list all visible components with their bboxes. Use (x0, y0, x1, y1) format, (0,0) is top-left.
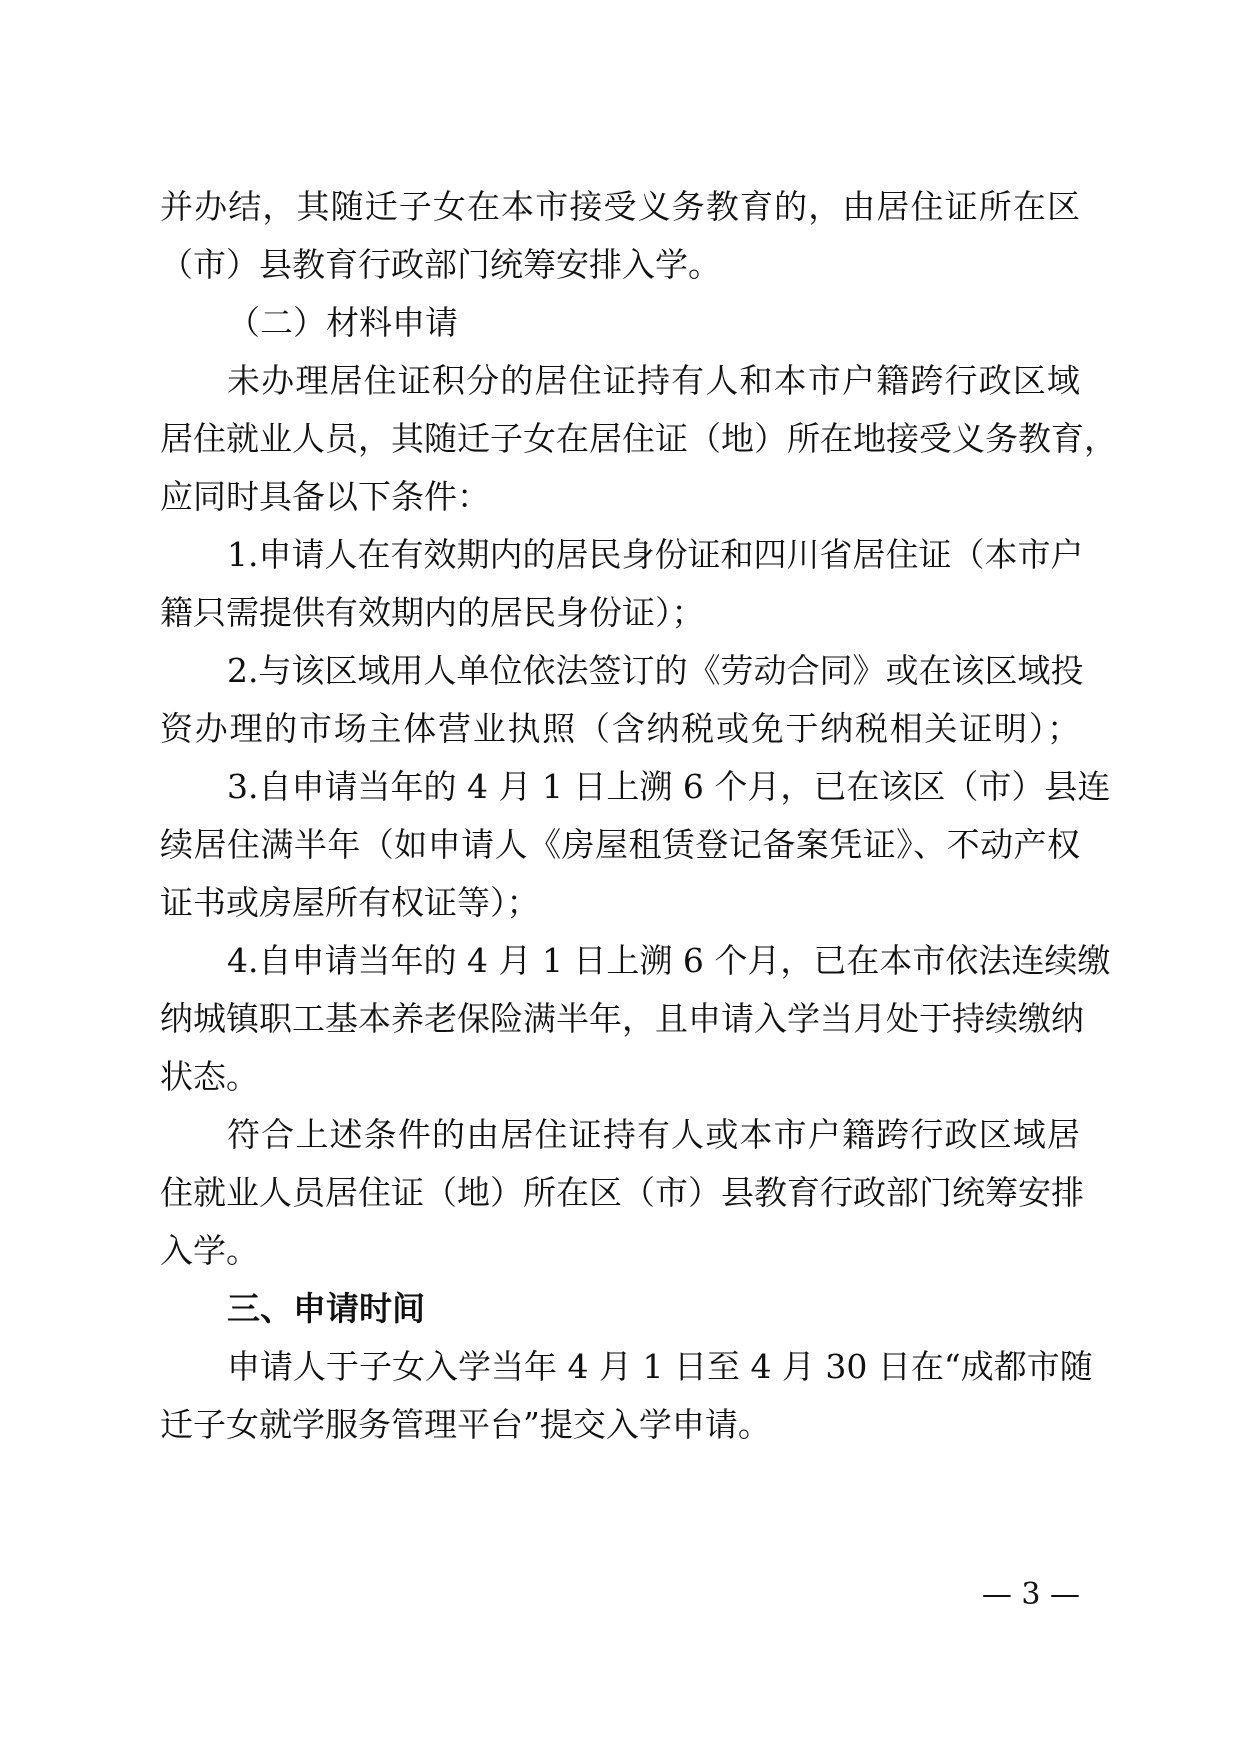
text-line: 未办理居住证积分的居住证持有人和本市户籍跨行政区域 (227, 361, 1080, 400)
page-number: — 3 — (981, 1577, 1080, 1612)
list-item-line: 2.与该区域用人单位依法签订的《劳动合同》或在该区域投 (227, 651, 1084, 690)
text-line: 住就业人员居住证（地）所在区（市）县教育行政部门统筹安排 (160, 1173, 1084, 1212)
text-line: 应同时具备以下条件： (160, 477, 490, 516)
list-item-line: 4.自申请当年的 4 月 1 日上溯 6 个月，已在本市依法连续缴 (227, 941, 1111, 980)
list-item-line: 籍只需提供有效期内的居民身份证）； (160, 593, 705, 632)
list-item-line: 纳城镇职工基本养老保险满半年，且申请入学当月处于持续缴纳 (160, 999, 1084, 1038)
text-line: 居住就业人员，其随迁子女在居住证（地）所在地接受义务教育， (160, 419, 1117, 458)
list-item-line: 状态。 (160, 1057, 259, 1096)
text-line: 符合上述条件的由居住证持有人或本市户籍跨行政区域居 (227, 1115, 1080, 1154)
list-item-line: 3.自申请当年的 4 月 1 日上溯 6 个月，已在该区（市）县连 (227, 767, 1111, 806)
text-line: 入学。 (160, 1231, 259, 1270)
list-item-line: 证书或房屋所有权证等）； (160, 883, 540, 922)
text-line: （市）县教育行政部门统筹安排入学。 (160, 245, 721, 284)
section-heading: 三、申请时间 (227, 1289, 425, 1328)
text-line: 申请人于子女入学当年 4 月 1 日至 4 月 30 日在“成都市随 (227, 1347, 1093, 1386)
text-line: 并办结，其随迁子女在本市接受义务教育的，由居住证所在区 (160, 187, 1080, 226)
text-line: 迁子女就学服务管理平台”提交入学申请。 (160, 1405, 771, 1444)
list-item-line: 续居住满半年（如申请人《房屋租赁登记备案凭证》、不动产权 (160, 825, 1080, 864)
list-item-line: 1.申请人在有效期内的居民身份证和四川省居住证（本市户 (227, 535, 1084, 574)
section-subheading: （二）材料申请 (227, 303, 458, 342)
list-item-line: 资办理的市场主体营业执照（含纳税或免于纳税相关证明）； (160, 709, 1080, 748)
